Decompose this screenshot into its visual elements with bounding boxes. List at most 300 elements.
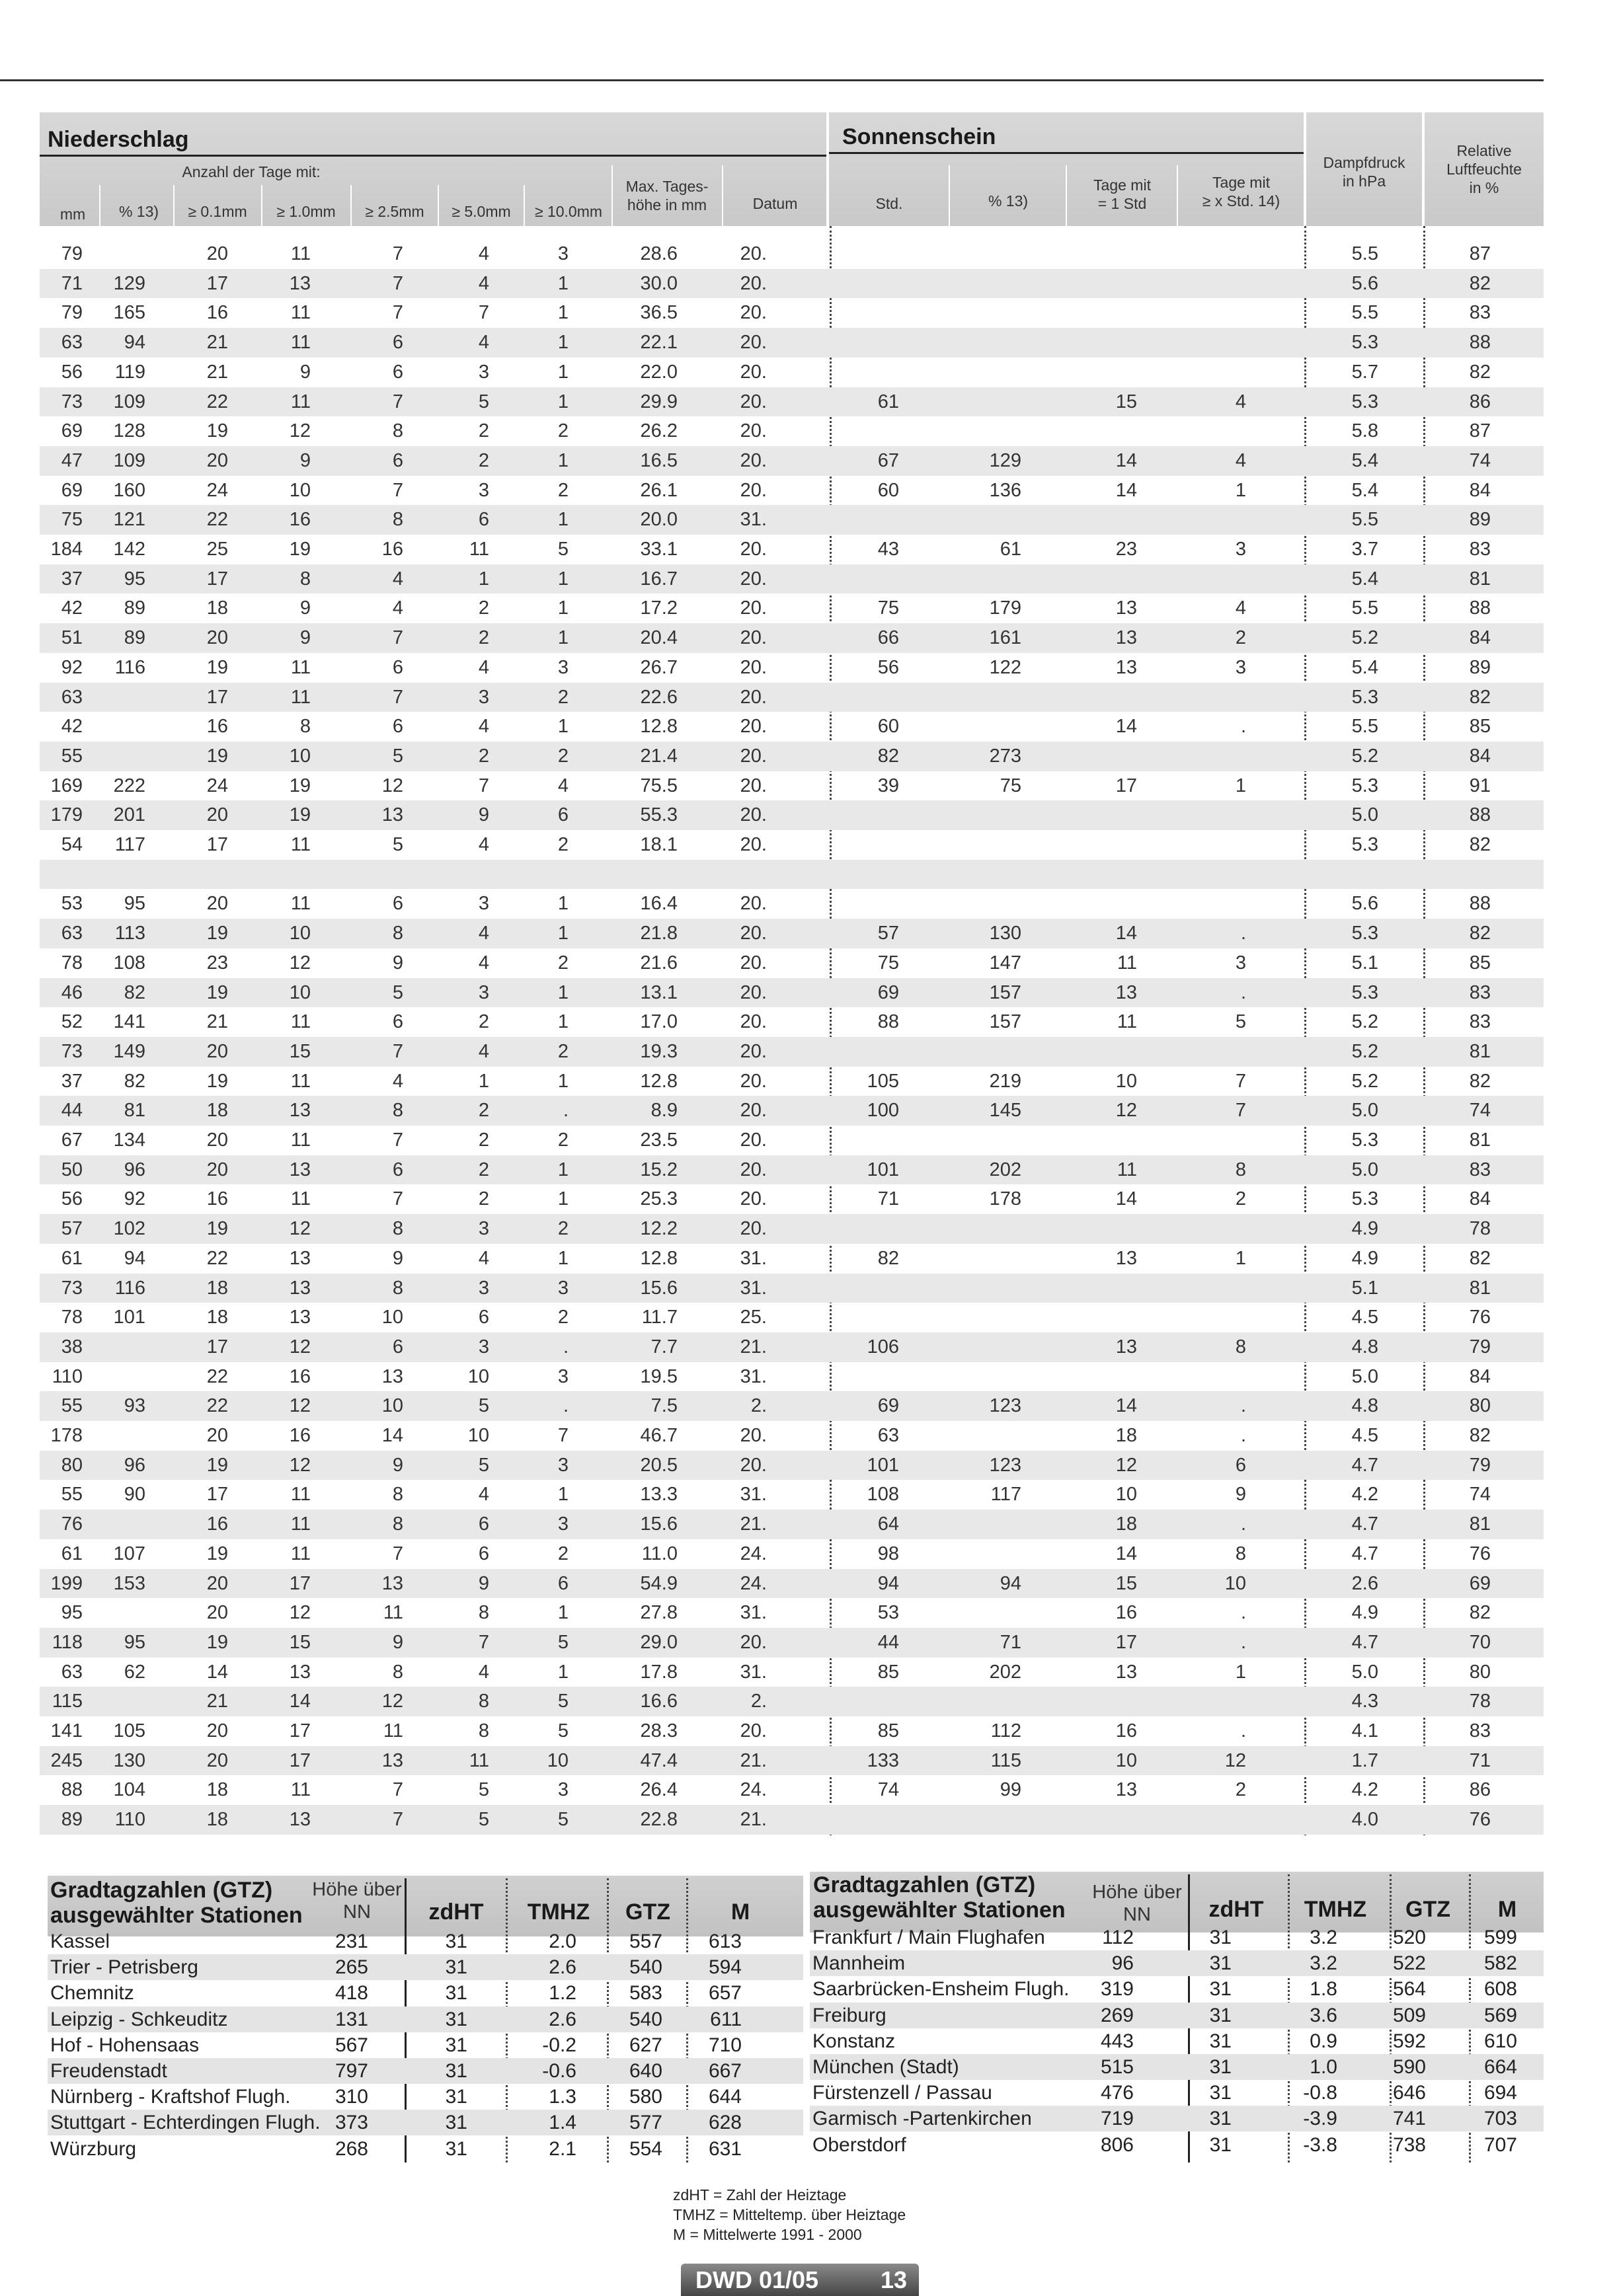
cell-dampfdruck: 5.5 — [1351, 716, 1378, 738]
cell-days-ge1: 12 — [289, 1395, 311, 1417]
cell-datum: 20. — [740, 539, 767, 560]
cell-tage-xstd: 9 — [1235, 1484, 1246, 1506]
cell-mm: 73 — [61, 391, 83, 412]
table-row — [40, 978, 1544, 1008]
gtz-right-title-line1: Gradtagzahlen (GTZ) — [813, 1872, 1036, 1897]
table-row — [40, 1451, 1544, 1480]
cell-days-ge01: 19 — [206, 1070, 228, 1092]
cell-tage-1std: 18 — [1115, 1425, 1137, 1446]
cell-luftfeuchte: 81 — [1469, 1513, 1491, 1535]
cell-days-ge10: 3 — [557, 1277, 569, 1299]
cell-days-ge10: 1 — [557, 1602, 569, 1624]
col-header-ge5: ≥ 5.0mm — [452, 203, 511, 220]
cell-datum: 20. — [740, 361, 767, 383]
cell-days-ge1: 13 — [289, 1159, 311, 1180]
cell-dampfdruck: 4.9 — [1351, 1218, 1378, 1240]
gtz-cell-zdht: 31 — [445, 2034, 467, 2056]
cell-percent: 117 — [114, 834, 145, 855]
cell-days-ge10: 2 — [557, 1307, 569, 1328]
col-header-max: Max. Tages- höhe in mm — [625, 178, 709, 213]
cell-luftfeuchte: 76 — [1469, 1809, 1491, 1831]
cell-datum: 20. — [740, 272, 767, 294]
cell-tage-xstd: . — [1240, 1395, 1246, 1417]
cell-mm: 79 — [61, 243, 83, 264]
cell-days-ge01: 18 — [206, 1277, 228, 1299]
gtz-cell-zdht: 31 — [445, 1956, 467, 1979]
cell-days-ge1: 15 — [289, 1040, 311, 1062]
cell-days-ge5: 10 — [467, 1365, 489, 1387]
cell-luftfeuchte: 76 — [1469, 1307, 1491, 1328]
gtz-cell-gtz: 522 — [1392, 1952, 1426, 1975]
cell-luftfeuchte: 82 — [1469, 923, 1491, 944]
cell-days-ge5: 10 — [467, 1425, 489, 1446]
cell-luftfeuchte: 86 — [1469, 1779, 1491, 1801]
cell-dampfdruck: 3.7 — [1351, 539, 1378, 560]
gtz-cell-zdht: 31 — [445, 2086, 467, 2108]
cell-mm: 42 — [61, 716, 83, 738]
cell-days-ge01: 19 — [206, 1631, 228, 1653]
cell-days-ge25: 8 — [392, 1661, 403, 1683]
cell-days-ge1: 16 — [289, 1425, 311, 1446]
cell-days-ge1: 11 — [290, 302, 311, 324]
cell-days-ge10: 1 — [557, 1188, 569, 1210]
cell-days-ge10: 1 — [557, 597, 569, 619]
cell-days-ge25: 7 — [392, 1543, 403, 1564]
cell-days-ge01: 18 — [206, 1307, 228, 1328]
cell-sun-percent: 157 — [989, 981, 1021, 1003]
cell-max-tageshoehe: 7.5 — [650, 1395, 678, 1417]
table-row — [40, 1037, 1544, 1067]
gtz-cell-tmhz: 2.6 — [549, 1956, 576, 1979]
cell-days-ge5: 2 — [478, 597, 489, 619]
cell-datum: 21. — [740, 1513, 767, 1535]
cell-luftfeuchte: 78 — [1469, 1691, 1491, 1712]
cell-tage-1std: 16 — [1115, 1602, 1137, 1624]
cell-days-ge1: 8 — [299, 568, 311, 590]
cell-percent: 105 — [113, 1720, 145, 1741]
cell-mm: 71 — [61, 272, 83, 294]
cell-mm: 95 — [61, 1602, 83, 1624]
cell-tage-1std: 16 — [1115, 1720, 1137, 1741]
cell-tage-1std: 11 — [1117, 1159, 1137, 1180]
gtz-cell-station: Saarbrücken-Ensheim Flugh. — [812, 1978, 1070, 2001]
cell-max-tageshoehe: 28.3 — [640, 1720, 678, 1741]
cell-percent: 82 — [124, 1070, 145, 1092]
gtz-cell-m: 628 — [708, 2112, 742, 2134]
cell-datum: 20. — [740, 1454, 767, 1476]
cell-days-ge1: 12 — [289, 952, 311, 974]
cell-luftfeuchte: 85 — [1469, 716, 1491, 738]
cell-luftfeuchte: 81 — [1469, 568, 1491, 590]
cell-days-ge01: 24 — [206, 775, 228, 796]
cell-max-tageshoehe: 12.8 — [640, 716, 678, 738]
cell-max-tageshoehe: 26.2 — [640, 420, 678, 442]
cell-max-tageshoehe: 21.4 — [640, 745, 678, 767]
cell-sun-std: 105 — [867, 1070, 899, 1092]
cell-luftfeuchte: 69 — [1469, 1572, 1491, 1594]
cell-dampfdruck: 5.4 — [1351, 479, 1378, 501]
cell-max-tageshoehe: 33.1 — [640, 539, 678, 560]
gtz-cell-hoehe: 373 — [335, 2112, 368, 2134]
gtz-row — [810, 1976, 1544, 2002]
gtz-cell-hoehe: 131 — [335, 2008, 368, 2030]
cell-days-ge5: 4 — [478, 834, 489, 855]
cell-mm: 141 — [50, 1720, 83, 1741]
cell-days-ge01: 17 — [206, 568, 228, 590]
cell-sun-std: 82 — [877, 745, 899, 767]
gtz-cell-hoehe: 265 — [335, 1956, 368, 1979]
cell-max-tageshoehe: 17.0 — [640, 1011, 678, 1033]
cell-datum: 20. — [740, 686, 767, 708]
cell-max-tageshoehe: 26.1 — [640, 479, 678, 501]
cell-sun-percent: 115 — [990, 1749, 1021, 1771]
cell-days-ge5: 4 — [478, 1247, 489, 1269]
cell-mm: 57 — [61, 1218, 83, 1240]
cell-dampfdruck: 5.2 — [1351, 745, 1378, 767]
cell-days-ge25: 11 — [383, 1602, 403, 1624]
cell-days-ge25: 7 — [392, 302, 403, 324]
cell-days-ge10: 3 — [557, 1365, 569, 1387]
cell-mm: 89 — [61, 1809, 83, 1831]
cell-days-ge25: 13 — [381, 1365, 403, 1387]
gtz-cell-m: 610 — [1483, 2030, 1517, 2052]
cell-days-ge10: 2 — [557, 952, 569, 974]
cell-days-ge1: 17 — [289, 1572, 311, 1594]
cell-days-ge5: 4 — [478, 1484, 489, 1506]
cell-sun-percent: 123 — [989, 1395, 1021, 1417]
gtz-cell-gtz: 627 — [629, 2034, 662, 2056]
cell-max-tageshoehe: 8.9 — [650, 1100, 678, 1122]
col-header-ge10: ≥ 10.0mm — [534, 203, 603, 220]
cell-tage-xstd: 6 — [1235, 1454, 1246, 1476]
gtz-row — [810, 1925, 1544, 1950]
header-separator — [350, 185, 352, 226]
gtz-cell-station: Hof - Hohensaas — [50, 2034, 200, 2056]
cell-dampfdruck: 5.0 — [1351, 1365, 1378, 1387]
cell-days-ge1: 11 — [290, 1011, 311, 1033]
cell-max-tageshoehe: 46.7 — [640, 1425, 678, 1446]
cell-days-ge10: 1 — [557, 1159, 569, 1180]
cell-days-ge25: 5 — [392, 981, 403, 1003]
cell-days-ge5: 3 — [478, 686, 489, 708]
gtz-cell-tmhz: 1.4 — [549, 2112, 576, 2134]
cell-max-tageshoehe: 18.1 — [640, 834, 678, 855]
cell-days-ge01: 20 — [206, 1040, 228, 1062]
cell-datum: 20. — [740, 804, 767, 826]
cell-mm: 63 — [61, 332, 83, 354]
header-separator — [173, 185, 175, 226]
cell-datum: 31. — [740, 509, 767, 531]
cell-percent: 130 — [113, 1749, 145, 1771]
gtz-cell-gtz: 520 — [1392, 1927, 1426, 1948]
cell-tage-1std: 18 — [1115, 1513, 1137, 1535]
cell-dampfdruck: 5.3 — [1351, 391, 1378, 412]
cell-datum: 20. — [740, 449, 767, 471]
gtz-row — [48, 2032, 803, 2058]
cell-days-ge25: 8 — [392, 1100, 403, 1122]
sonnenschein-title: Sonnenschein — [842, 124, 996, 149]
cell-max-tageshoehe: 21.6 — [640, 952, 678, 974]
cell-days-ge10: 2 — [557, 1040, 569, 1062]
gtz-cell-hoehe: 719 — [1100, 2108, 1134, 2130]
cell-luftfeuchte: 74 — [1469, 449, 1491, 471]
cell-days-ge5: 5 — [478, 1454, 489, 1476]
cell-days-ge01: 19 — [206, 745, 228, 767]
cell-dampfdruck: 4.7 — [1351, 1543, 1378, 1564]
cell-luftfeuchte: 88 — [1469, 893, 1491, 915]
cell-days-ge01: 24 — [206, 479, 228, 501]
cell-percent: 109 — [113, 449, 145, 471]
gtz-cell-m: 569 — [1483, 2004, 1517, 2026]
cell-days-ge01: 19 — [206, 656, 228, 678]
cell-mm: 118 — [52, 1631, 83, 1653]
cell-mm: 46 — [61, 981, 83, 1003]
gtz-right-hoehe-header: Höhe über NN — [1092, 1882, 1182, 1925]
cell-sun-percent: 145 — [989, 1100, 1021, 1122]
page-number: 13 — [881, 2266, 908, 2293]
cell-mm: 178 — [50, 1425, 83, 1446]
cell-days-ge01: 20 — [206, 1129, 228, 1151]
cell-max-tageshoehe: 22.0 — [640, 361, 678, 383]
cell-days-ge5: 7 — [478, 1631, 489, 1653]
cell-tage-xstd: 2 — [1235, 627, 1246, 649]
col-header-ge25: ≥ 2.5mm — [365, 203, 424, 220]
gtz-row — [48, 2110, 803, 2135]
cell-days-ge5: 11 — [469, 539, 489, 560]
cell-tage-1std: 15 — [1115, 1572, 1137, 1594]
gtz-cell-tmhz: 0.9 — [1310, 2030, 1337, 2052]
cell-datum: 20. — [740, 1129, 767, 1151]
gtz-cell-zdht: 31 — [445, 1982, 467, 2005]
cell-datum: 25. — [740, 1307, 767, 1328]
cell-days-ge10: 2 — [557, 686, 569, 708]
cell-tage-1std: 23 — [1115, 539, 1137, 560]
gtz-cell-m: 613 — [708, 1931, 742, 1952]
cell-percent: 142 — [113, 539, 145, 560]
cell-dampfdruck: 5.5 — [1351, 597, 1378, 619]
cell-days-ge1: 11 — [290, 1513, 311, 1535]
col-header-dampfdruck: Dampfdruck in hPa — [1323, 154, 1405, 190]
cell-dampfdruck: 4.8 — [1351, 1395, 1378, 1417]
table-row — [40, 593, 1544, 623]
cell-luftfeuchte: 84 — [1469, 745, 1491, 767]
cell-days-ge1: 11 — [290, 656, 311, 678]
gtz-cell-station: Fürstenzell / Passau — [812, 2082, 992, 2104]
gtz-cell-station: Konstanz — [812, 2030, 896, 2052]
cell-sun-percent: 179 — [989, 597, 1021, 619]
gtz-row — [810, 2054, 1544, 2080]
cell-days-ge10: 1 — [557, 332, 569, 354]
gtz-row — [810, 1950, 1544, 1976]
gtz-cell-hoehe: 310 — [335, 2086, 368, 2108]
cell-sun-percent: 112 — [990, 1720, 1021, 1741]
cell-days-ge5: 8 — [478, 1691, 489, 1712]
cell-days-ge01: 19 — [206, 1543, 228, 1564]
table-row — [40, 683, 1544, 712]
cell-days-ge01: 17 — [206, 686, 228, 708]
gtz-cell-station: Stuttgart - Echterdingen Flugh. — [50, 2112, 321, 2134]
col-header-datum: Datum — [752, 195, 798, 212]
cell-dampfdruck: 5.4 — [1351, 449, 1378, 471]
gtz-cell-tmhz: 3.2 — [1310, 1927, 1337, 1948]
gtz-left-col-zdht: zdHT — [428, 1899, 484, 1925]
cell-datum: 31. — [740, 1602, 767, 1624]
cell-days-ge5: 3 — [478, 1218, 489, 1240]
cell-sun-std: 63 — [877, 1425, 899, 1446]
header-separator — [611, 165, 613, 226]
table-row — [40, 535, 1544, 564]
cell-dampfdruck: 5.1 — [1351, 952, 1378, 974]
cell-tage-xstd: 4 — [1235, 449, 1246, 471]
cell-percent: 95 — [124, 1631, 145, 1653]
cell-dampfdruck: 4.2 — [1351, 1484, 1378, 1506]
cell-days-ge1: 10 — [289, 745, 311, 767]
cell-sun-std: 101 — [867, 1159, 899, 1180]
cell-sun-std: 75 — [877, 597, 899, 619]
gtz-cell-m: 694 — [1483, 2082, 1517, 2104]
cell-mm: 56 — [61, 1188, 83, 1210]
cell-sun-std: 100 — [867, 1100, 899, 1122]
cell-days-ge01: 22 — [206, 1247, 228, 1269]
cell-dampfdruck: 1.7 — [1351, 1749, 1378, 1771]
cell-dampfdruck: 4.7 — [1351, 1513, 1378, 1535]
cell-sun-std: 44 — [877, 1631, 899, 1653]
cell-days-ge1: 11 — [290, 332, 311, 354]
cell-max-tageshoehe: 19.5 — [640, 1365, 678, 1387]
cell-mm: 61 — [61, 1247, 83, 1269]
cell-datum: 20. — [740, 745, 767, 767]
cell-days-ge25: 5 — [392, 745, 403, 767]
table-row — [40, 1598, 1544, 1628]
cell-days-ge10: 3 — [557, 243, 569, 264]
cell-days-ge25: 7 — [392, 391, 403, 412]
cell-tage-xstd: 8 — [1235, 1336, 1246, 1358]
cell-dampfdruck: 4.2 — [1351, 1779, 1378, 1801]
cell-mm: 80 — [61, 1454, 83, 1476]
gtz-cell-station: Garmisch -Partenkirchen — [812, 2108, 1032, 2130]
table-row — [40, 1716, 1544, 1746]
cell-max-tageshoehe: 26.7 — [640, 656, 678, 678]
cell-days-ge5: 4 — [478, 243, 489, 264]
cell-sun-std: 94 — [877, 1572, 899, 1594]
cell-mm: 179 — [50, 804, 83, 826]
cell-tage-1std: 13 — [1115, 981, 1137, 1003]
cell-luftfeuchte: 71 — [1469, 1749, 1491, 1771]
gtz-cell-tmhz: -0.6 — [542, 2060, 576, 2082]
cell-days-ge10: 1 — [557, 391, 569, 412]
cell-dampfdruck: 5.6 — [1351, 893, 1378, 915]
cell-days-ge1: 13 — [289, 1247, 311, 1269]
cell-percent: 109 — [113, 391, 145, 412]
cell-sun-std: 66 — [877, 627, 899, 649]
gtz-left-col-tmhz: TMHZ — [527, 1899, 590, 1925]
table-row — [40, 742, 1544, 771]
table-row — [40, 1510, 1544, 1539]
cell-days-ge10: 2 — [557, 420, 569, 442]
cell-days-ge10: 1 — [557, 1484, 569, 1506]
cell-days-ge25: 10 — [381, 1307, 403, 1328]
cell-mm: 69 — [61, 420, 83, 442]
cell-luftfeuchte: 87 — [1469, 243, 1491, 264]
cell-days-ge01: 14 — [206, 1661, 228, 1683]
cell-tage-xstd: . — [1240, 923, 1246, 944]
cell-percent: 113 — [114, 923, 145, 944]
cell-tage-xstd: 5 — [1235, 1011, 1246, 1033]
table-row — [40, 1184, 1544, 1214]
cell-sun-std: 39 — [877, 775, 899, 796]
cell-percent: 89 — [124, 627, 145, 649]
cell-days-ge01: 17 — [206, 1336, 228, 1358]
gtz-cell-zdht: 31 — [1209, 2030, 1232, 2052]
cell-percent: 128 — [113, 420, 145, 442]
cell-luftfeuchte: 88 — [1469, 332, 1491, 354]
table-row — [40, 889, 1544, 919]
cell-luftfeuchte: 74 — [1469, 1484, 1491, 1506]
cell-datum: 20. — [740, 1011, 767, 1033]
cell-days-ge10: 1 — [557, 716, 569, 738]
gtz-cell-station: München (Stadt) — [812, 2056, 959, 2078]
cell-days-ge01: 17 — [206, 834, 228, 855]
cell-sun-std: 98 — [877, 1543, 899, 1564]
cell-days-ge25: 6 — [392, 332, 403, 354]
cell-days-ge5: 4 — [478, 1040, 489, 1062]
cell-tage-xstd: 1 — [1235, 1247, 1246, 1269]
issue-label: DWD 01/05 — [695, 2266, 819, 2293]
cell-dampfdruck: 4.5 — [1351, 1307, 1378, 1328]
cell-sun-percent: 123 — [989, 1454, 1021, 1476]
cell-days-ge1: 11 — [290, 834, 311, 855]
cell-sun-percent: 202 — [989, 1159, 1021, 1180]
cell-tage-xstd: . — [1240, 1425, 1246, 1446]
cell-days-ge01: 19 — [206, 981, 228, 1003]
cell-mm: 69 — [61, 479, 83, 501]
cell-datum: 20. — [740, 1425, 767, 1446]
gtz-cell-m: 631 — [708, 2137, 742, 2160]
cell-days-ge5: 3 — [478, 981, 489, 1003]
cell-days-ge25: 11 — [383, 1720, 403, 1741]
cell-luftfeuchte: 82 — [1469, 1602, 1491, 1624]
cell-sun-percent: 94 — [1000, 1572, 1021, 1594]
cell-percent: 160 — [113, 479, 145, 501]
cell-sun-percent: 157 — [989, 1011, 1021, 1033]
cell-max-tageshoehe: 25.3 — [640, 1188, 678, 1210]
cell-dampfdruck: 5.8 — [1351, 420, 1378, 442]
gtz-row — [48, 2136, 803, 2162]
cell-datum: 20. — [740, 420, 767, 442]
cell-max-tageshoehe: 20.0 — [640, 509, 678, 531]
gtz-cell-m: 667 — [708, 2060, 742, 2082]
gtz-cell-m: 599 — [1483, 1927, 1517, 1948]
cell-days-ge10: . — [563, 1100, 569, 1122]
cell-luftfeuchte: 79 — [1469, 1454, 1491, 1476]
sonnenschein-header-rule — [829, 152, 1304, 154]
cell-tage-xstd: . — [1240, 1602, 1246, 1624]
cell-datum: 20. — [740, 597, 767, 619]
cell-tage-1std: 14 — [1115, 923, 1137, 944]
cell-tage-1std: 17 — [1115, 1631, 1137, 1653]
cell-days-ge25: 7 — [392, 1779, 403, 1801]
cell-mm: 73 — [61, 1277, 83, 1299]
cell-luftfeuchte: 89 — [1469, 509, 1491, 531]
cell-days-ge5: 11 — [469, 1749, 489, 1771]
gtz-cell-hoehe: 418 — [335, 1982, 368, 2005]
cell-tage-xstd: 7 — [1235, 1100, 1246, 1122]
cell-days-ge5: 2 — [478, 420, 489, 442]
cell-days-ge01: 16 — [206, 1513, 228, 1535]
cell-tage-1std: 15 — [1115, 391, 1137, 412]
cell-days-ge1: 11 — [290, 1129, 311, 1151]
cell-max-tageshoehe: 23.5 — [640, 1129, 678, 1151]
